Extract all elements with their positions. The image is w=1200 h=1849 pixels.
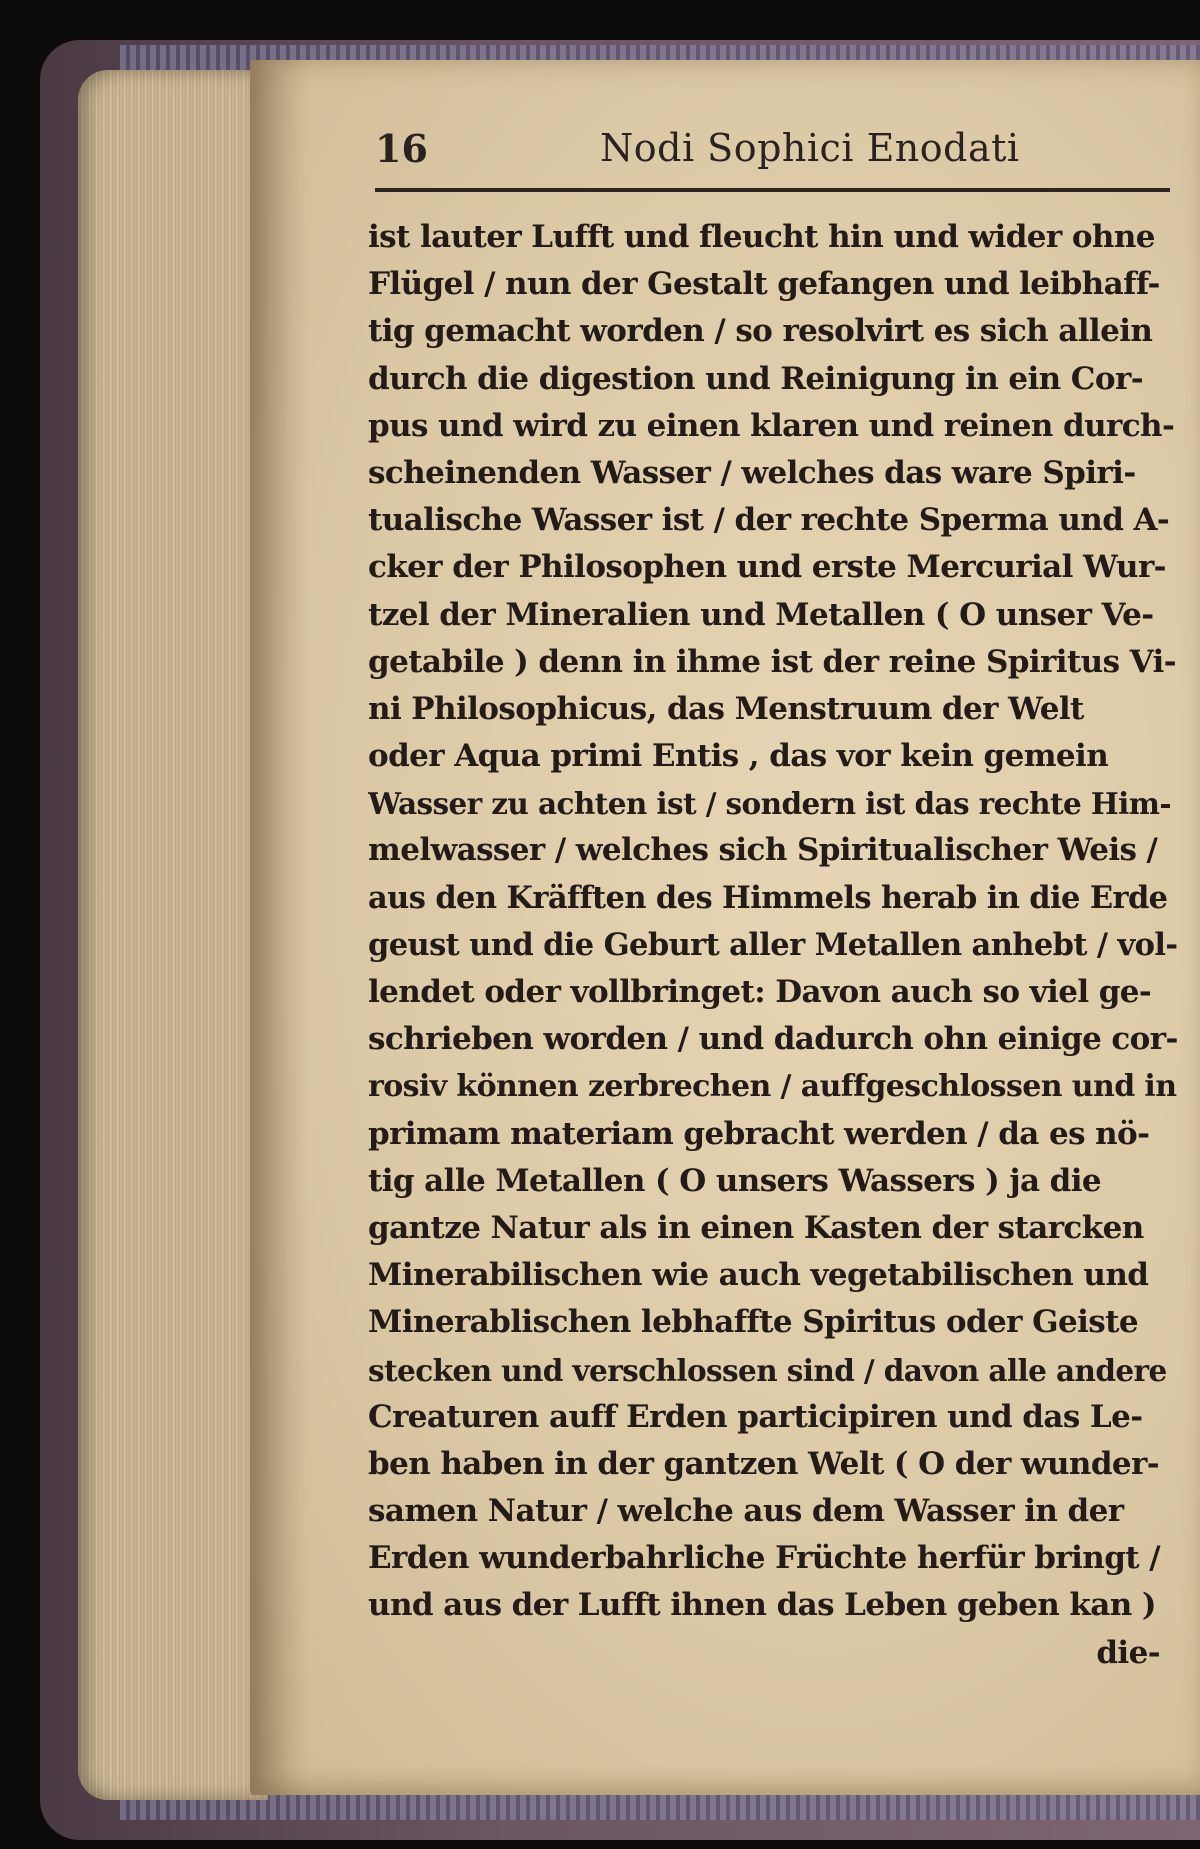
text-line: tzel der Mineralien und Metallen ( O unser Ve- [368, 596, 1154, 633]
text-line: durch die digestion und Reinigung in ein Cor- [368, 360, 1143, 397]
text-block [368, 214, 1178, 1677]
text-line: Minerabilischen wie auch vegetabilischen und [368, 1257, 1149, 1294]
text-line: getabile ) denn in ihme ist der reine Spiritus Vi- [368, 643, 1176, 680]
text-line: oder Aqua primi Entis , das vor kein gemein [368, 738, 1109, 775]
text-line: primam materiam gebracht werden / da es nö- [368, 1115, 1150, 1152]
running-title: Nodi Sophici Enodati [600, 126, 1020, 170]
text-line: geust und die Geburt aller Metallen anhebt / vol- [368, 926, 1178, 963]
text-line: ben haben in der gantzen Welt ( O der wunder- [368, 1445, 1160, 1482]
text-line: schrieben worden / und dadurch ohn einige cor- [368, 1021, 1178, 1058]
header-rule [375, 188, 1170, 192]
page-header [375, 112, 1175, 172]
text-line: und aus der Lufft ihnen das Leben geben kan ) [368, 1587, 1156, 1624]
text-line: ni Philosophicus, das Menstruum der Welt [368, 690, 1084, 727]
text-line: Minerablischen lebhaffte Spiritus oder Geiste [368, 1304, 1138, 1341]
text-line: lendet oder vollbringet: Davon auch so viel ge- [368, 974, 1152, 1010]
gutter-shade [250, 60, 310, 1795]
page-number: 16 [375, 126, 428, 171]
text-line: samen Natur / welche aus dem Wasser in der [368, 1493, 1124, 1530]
text-line: rosiv können zerbrechen / auffgeschlossen und in [368, 1069, 1177, 1105]
text-line: scheinenden Wasser / welches das ware Spiri- [368, 454, 1136, 491]
text-line: tig gemacht worden / so resolvirt es sich allein [368, 313, 1153, 350]
text-line: melwasser / welches sich Spiritualischer Weis / [368, 832, 1158, 869]
text-line: gantze Natur als in einen Kasten der starcken [368, 1209, 1144, 1246]
text-line: pus und wird zu einen klaren und reinen durch- [368, 407, 1175, 444]
text-line: tig alle Metallen ( O unsers Wassers ) ja die [368, 1162, 1101, 1199]
text-line: cker der Philosophen und erste Mercurial Wur- [368, 549, 1166, 586]
text-line: aus den Kräfften des Himmels herab in die Erde [368, 879, 1168, 916]
text-line: Flügel / nun der Gestalt gefangen und leibhaff- [368, 266, 1160, 303]
text-line: ist lauter Lufft und fleucht hin und wider ohne [368, 219, 1155, 255]
text-line: Wasser zu achten ist / sondern ist das rechte Him- [368, 786, 1171, 822]
page-stack [78, 70, 268, 1800]
catchword: die- [1096, 1634, 1160, 1671]
text-line: tualische Wasser ist / der rechte Sperma und A- [368, 502, 1170, 539]
text-line: stecken und verschlossen sind / davon alle andere [368, 1352, 1167, 1388]
text-line: Creaturen auff Erden participiren und das Le- [368, 1398, 1143, 1435]
text-line: Erden wunderbahrliche Früchte herfür bringt / [368, 1540, 1160, 1577]
